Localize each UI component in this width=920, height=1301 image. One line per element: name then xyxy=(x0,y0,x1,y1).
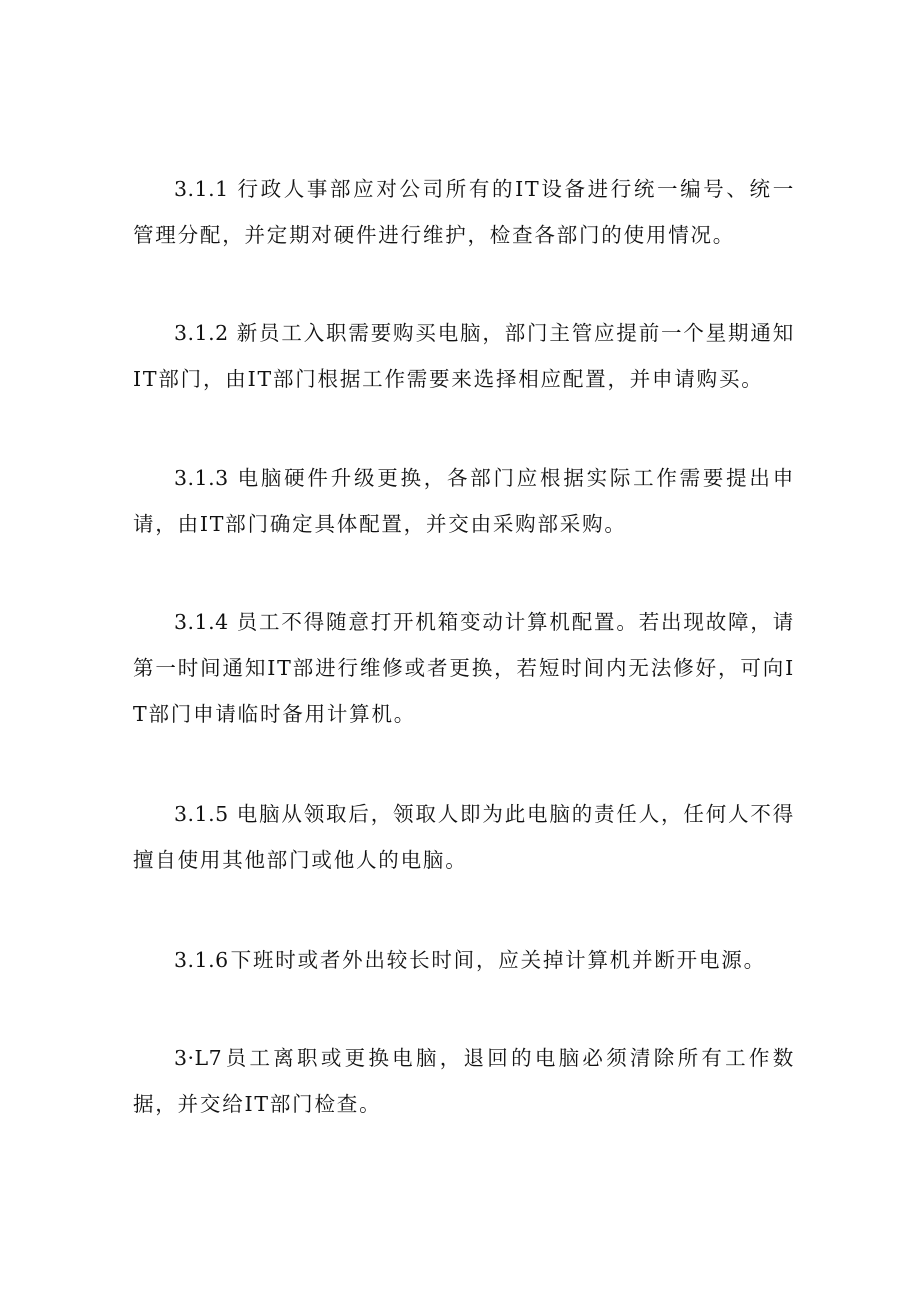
clause-text: 新员工入职需要购买电脑，部门主管应提前一个星期通知IT部门，由IT部门根据工作需要来选择相应配置，并申请购买。 xyxy=(133,321,795,391)
clause-text: 行政人事部应对公司所有的IT设备进行统一编号、统一管理分配，并定期对硬件进行维护，检查各部门的使用情况。 xyxy=(133,177,795,247)
clause-number: 3.1.2 xyxy=(174,321,229,345)
clause-text: 员工不得随意打开机箱变动计算机配置。若出现故障，请第一时间通知IT部进行维修或者更换，若短时间内无法修好，可向IT部门申请临时备用计算机。 xyxy=(133,610,795,726)
clause-text: 电脑硬件升级更换，各部门应根据实际工作需要提出申请，由IT部门确定具体配置，并交由采购部采购。 xyxy=(133,466,795,536)
clause-number: 3.1.4 xyxy=(174,610,229,634)
clause-number: 3.1.6 xyxy=(174,948,229,972)
clause-3-1-1 xyxy=(133,166,795,258)
clause-text: 电脑从领取后，领取人即为此电脑的责任人，任何人不得擅自使用其他部门或他人的电脑。 xyxy=(133,802,795,872)
clause-3-1-5 xyxy=(133,791,795,883)
clause-number: 3·L7 xyxy=(174,1046,223,1070)
clause-text: 下班时或者外出较长时间，应关掉计算机并断开电源。 xyxy=(230,948,766,972)
clause-text: 员工离职或更换电脑，退回的电脑必须清除所有工作数据，并交给IT部门检查。 xyxy=(133,1046,795,1116)
clause-3-1-7 xyxy=(133,1035,795,1127)
clause-3-1-4 xyxy=(133,599,795,737)
clause-number: 3.1.5 xyxy=(174,802,229,826)
clause-3-1-3 xyxy=(133,455,795,547)
clause-number: 3.1.3 xyxy=(174,466,229,490)
clause-3-1-6 xyxy=(133,937,795,983)
clause-3-1-2 xyxy=(133,310,795,402)
clause-number: 3.1.1 xyxy=(174,177,229,201)
